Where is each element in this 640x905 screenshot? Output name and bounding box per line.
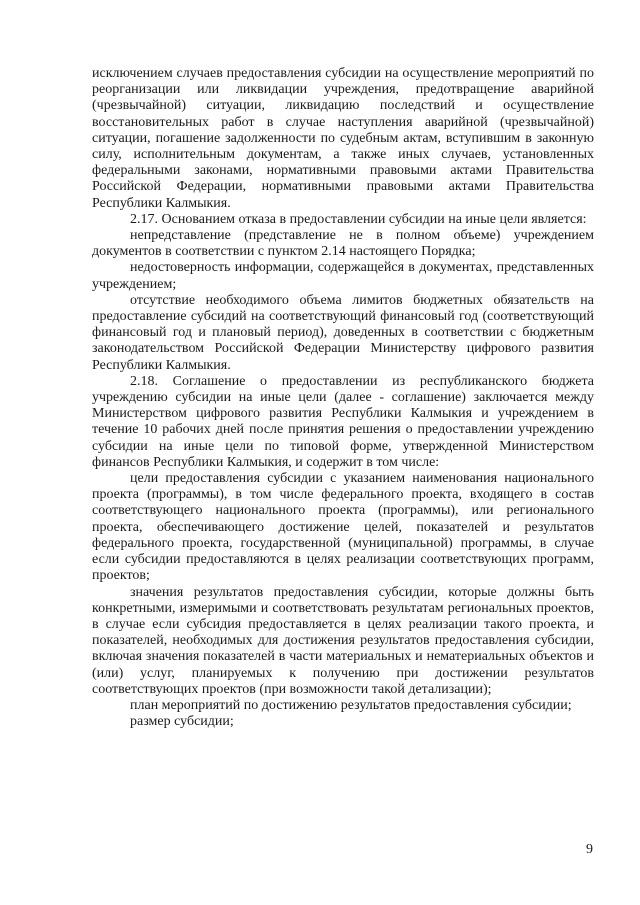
paragraph-nonsubmission: непредставление (представление не в полном объеме) учреждением документов в соответствии с пунктом 2.14 настоящего Порядка; [92,228,594,260]
paragraph-goals: цели предоставления субсидии с указанием наименования национального проекта (программы), в том числе федерального проекта, входящего в состав соответствующего национального проекта (программы), или регионального проекта, обеспечивающего достижение целей, показателей и результатов федерального проекта, государственной (муниципальной) программы, в случае если субсидии предоставляются в целях реализации соответствующих программ, проектов; [92,471,594,584]
paragraph-insufficient-limits: отсутствие необходимого объема лимитов бюджетных обязательств на предоставление субсидий на соответствующий финансовый год (соответствующий финансовый год и плановый период), доведенных в соответствии с бюджетным законодательством Российской Федерации Министерству цифрового развития Республики Калмыкия. [92,292,594,373]
paragraph-unreliable-info: недостоверность информации, содержащейся в документах, представленных учреждением; [92,260,594,292]
paragraph-2-18: 2.18. Соглашение о предоставлении из республиканского бюджета учреждению субсидии на иные цели (далее - соглашение) заключается между Министерством цифрового развития Республики Калмыкия и учреждением в течение 10 рабочих дней после принятия решения о предоставлении учреждению субсидии на иные цели по типовой форме, утвержденной Министерством финансов Республики Калмыкия, и содержит в том числе: [92,373,594,470]
page-number: 9 [586,842,593,857]
paragraph-2-17: 2.17. Основанием отказа в предоставлении субсидии на иные цели является: [130,211,587,227]
paragraph-continuation: исключением случаев предоставления субсидии на осуществление мероприятий по реорганизации или ликвидации учреждения, предотвращение аварийной (чрезвычайной) ситуации, ликвидацию последствий и осуществление восстановительных работ в случае наступления аварийной (чрезвычайной) ситуации, погашение задолженности по судебным актам, вступившим в законную силу, исполнительным документам, а также иных случаев, установленных федеральными законами, нормативными правовыми актами Правительства Российской Федерации, нормативными правовыми актами Правительства Республики Калмыкия. [92,66,594,211]
paragraph-result-values: значения результатов предоставления субсидии, которые должны быть конкретными, измеримыми и соответствовать результатам региональных проектов, в случае если субсидия предоставляется в целях реализации такого проекта, и показателей, необходимых для достижения результатов предоставления субсидии, включая значения показателей в части материальных и нематериальных объектов и (или) услуг, планируемых к получению при достижении результатов соответствующих проектов (при возможности такой детализации); [92,584,594,697]
paragraph-action-plan: план мероприятий по достижению результатов предоставления субсидии; [130,697,572,713]
document-page [92,66,594,730]
paragraph-subsidy-amount: размер субсидии; [130,714,234,730]
